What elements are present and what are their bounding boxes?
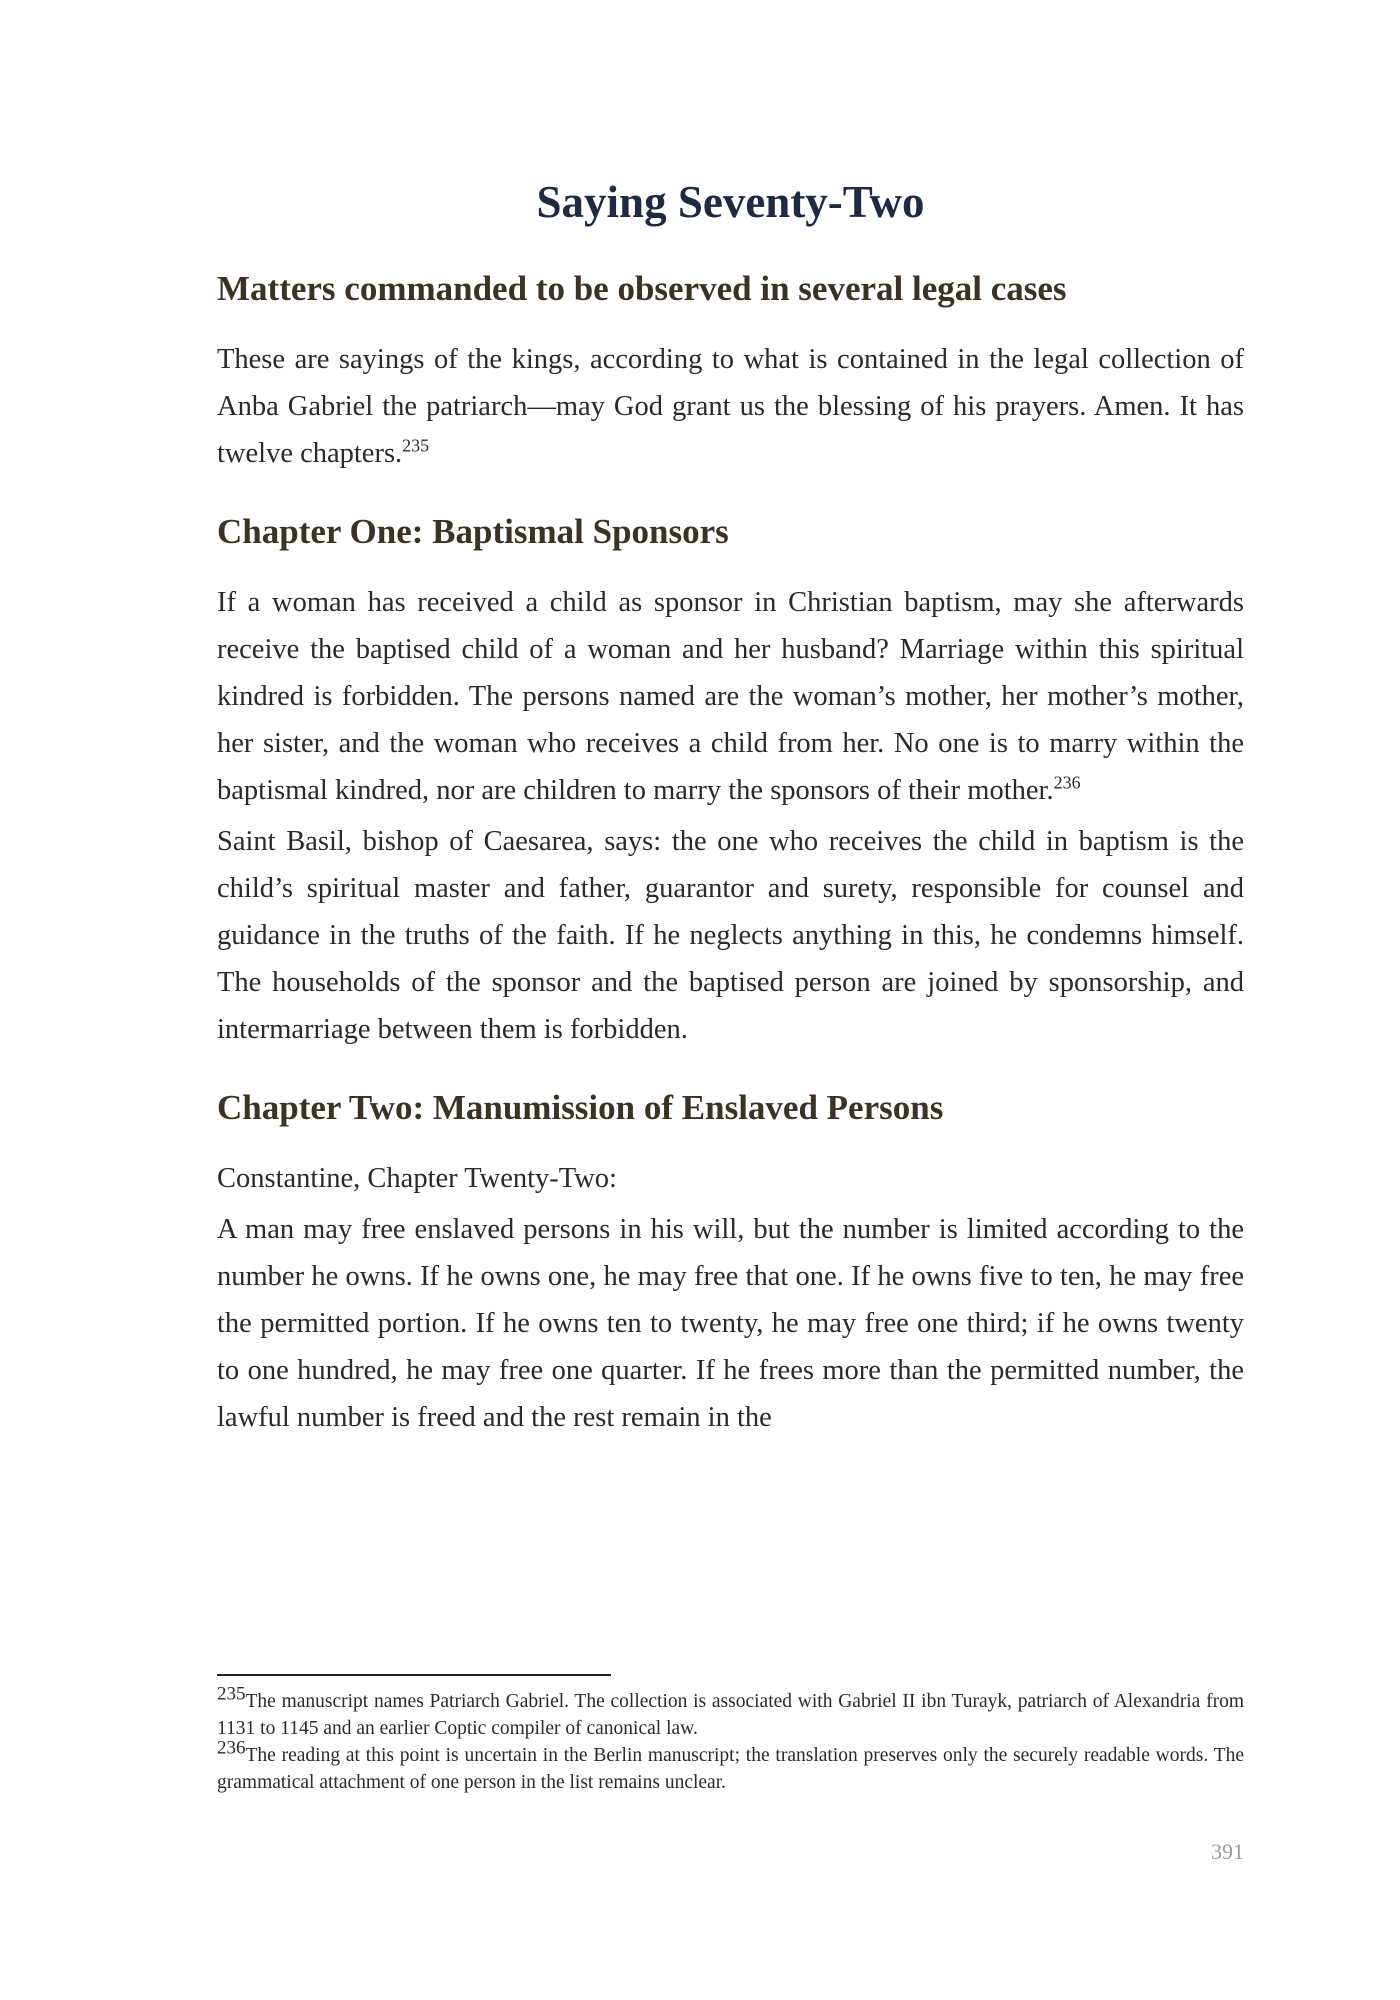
- footnote-236-text: The reading at this point is uncertain in the Berlin manuscript; the translation preserves only the securely readable words. The grammatical attachment of one person in the list remains unclear.: [217, 1745, 1244, 1793]
- footnote-236: [217, 1737, 1244, 1796]
- footnotes: [217, 1683, 1244, 1796]
- page-title: Saying Seventy-Two: [536, 177, 925, 227]
- footnote-235-text: The manuscript names Patriarch Gabriel. The collection is associated with Gabriel II ibn Turayk, patriarch of Alexandria from 1131 to 1145 and an earlier Coptic compiler of canonical law.: [217, 1691, 1244, 1739]
- chapter-one-paragraph-1: [217, 579, 1244, 814]
- footnote-number-235: 235: [217, 1683, 246, 1705]
- main-text: [217, 170, 1244, 1445]
- chapter-two-heading: Chapter Two: Manumission of Enslaved Persons: [217, 1088, 944, 1127]
- intro-paragraph: [217, 336, 1244, 477]
- chapter-one-paragraph-1-text: If a woman has received a child as sponsor in Christian baptism, may she afterwards receive the baptised child of a woman and her husband? Marriage within this spiritual kindred is forbidden. The persons named are the woman’s mother, her mother’s mother, her sister, and the woman who receives a child from her. No one is to marry within the baptismal kindred, nor are children to marry the sponsors of their mother.: [217, 587, 1244, 806]
- footnote-235: [217, 1683, 1244, 1742]
- footnote-number-236: 236: [217, 1737, 246, 1759]
- footnote-ref-236[interactable]: 236: [1053, 772, 1081, 793]
- footnote-divider: [217, 1674, 611, 1676]
- intro-text: These are sayings of the kings, according to what is contained in the legal collection of Anba Gabriel the patriarch—may God grant us the blessing of his prayers. Amen. It has twelve chapters.: [217, 344, 1244, 469]
- section-subtitle: Matters commanded to be observed in several legal cases: [217, 269, 1067, 308]
- chapter-one-heading: Chapter One: Baptismal Sponsors: [217, 512, 729, 551]
- chapter-two-source: Constantine, Chapter Twenty-Two:: [217, 1163, 617, 1194]
- chapter-two-paragraph-1: A man may free enslaved persons in his will, but the number is limited according to the number he owns. If he owns one, he may free that one. If he owns five to ten, he may free the permitted portion. If he owns ten to twenty, he may free one third; if he owns twenty to one hundred, he may free one quarter. If he frees more than the permitted number, the lawful number is freed and the rest remain in the: [217, 1214, 1244, 1433]
- chapter-one-paragraph-2: Saint Basil, bishop of Caesarea, says: the one who receives the child in baptism is the child’s spiritual master and father, guarantor and surety, responsible for counsel and guidance in the truths of the faith. If he neglects anything in this, he condemns himself. The households of the sponsor and the baptised person are joined by sponsorship, and intermarriage between them is forbidden.: [217, 826, 1244, 1045]
- page-number: 391: [1211, 1839, 1244, 1864]
- footnote-ref-235[interactable]: 235: [402, 435, 430, 456]
